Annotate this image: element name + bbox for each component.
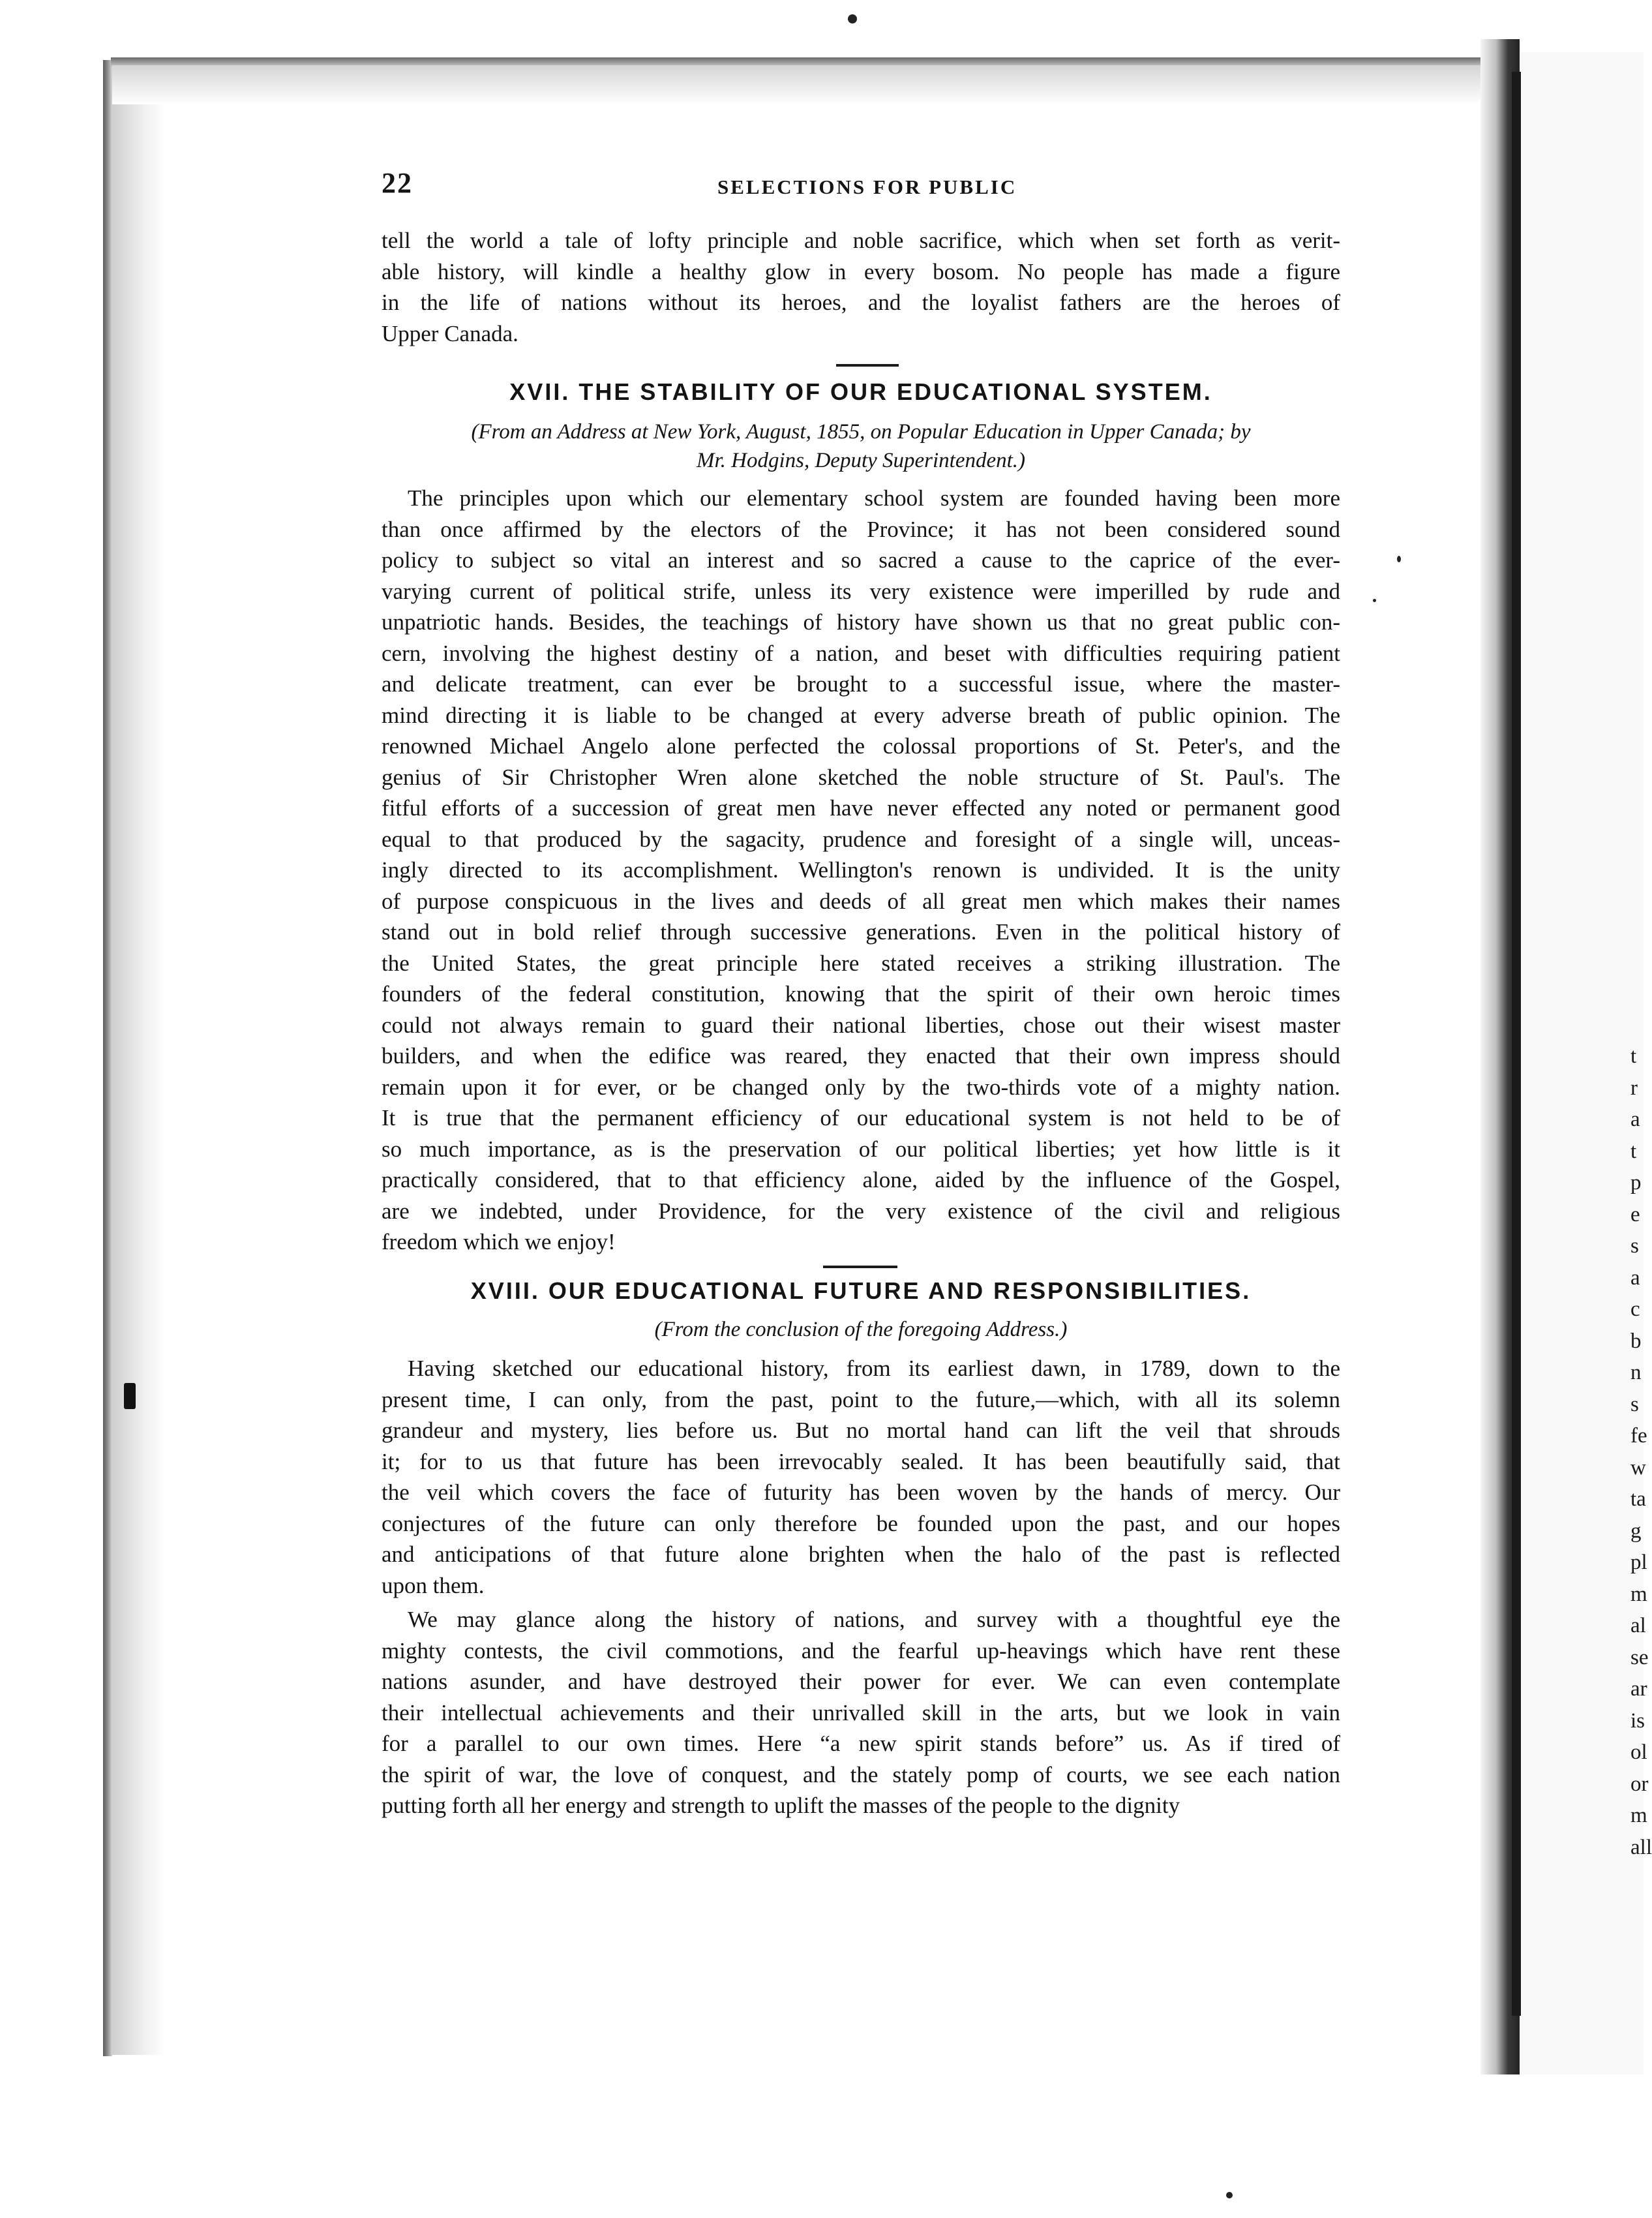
facing-fragment: ar [1630, 1677, 1647, 1701]
text-line: tell the world a tale of lofty principle and noble sacrifice, which when set forth as verit- [382, 228, 1340, 253]
text-line: founders of the federal constitution, knowing that the spirit of their own heroic times [382, 981, 1340, 1007]
text-line: their intellectual achievements and their unrivalled skill in the arts, but we look in vain [382, 1699, 1340, 1725]
facing-fragment: a [1630, 1266, 1640, 1290]
gutter-shadow [1512, 72, 1521, 2016]
facing-page-fragments [1630, 1041, 1652, 1863]
text-line: and delicate treatment, can ever be brought to a successful issue, where the master- [382, 671, 1340, 697]
facing-fragment: or [1630, 1772, 1649, 1796]
running-head [382, 166, 1340, 205]
text-line: grandeur and mystery, lies before us. But no mortal hand can lift the veil that shrouds [382, 1418, 1340, 1443]
facing-fragment: e [1630, 1202, 1640, 1226]
text-line: in the life of nations without its heroes, and the loyalist fathers are the heroes of [382, 290, 1340, 315]
intro-paragraph [382, 225, 1340, 349]
text-line: the spirit of war, the love of conquest, and the stately pomp of courts, we see each nation [382, 1761, 1340, 1787]
facing-fragment: all [1630, 1835, 1652, 1859]
scan-speck [1397, 556, 1401, 562]
facing-fragment: g [1630, 1519, 1642, 1543]
facing-fragment: w [1630, 1455, 1646, 1480]
text-line: able history, will kindle a healthy glow in every bosom. No people has made a figure [382, 258, 1340, 284]
text-line: it; for to us that future has been irrevocably sealed. It has been beautifully said, that [382, 1448, 1340, 1474]
text-line: than once affirmed by the electors of the Province; it has not been considered sound [382, 516, 1340, 542]
section-xviii-paragraph-1 [382, 1353, 1340, 1601]
facing-fragment: a [1630, 1108, 1640, 1131]
page-shadow-left [112, 65, 164, 2055]
source-line: Mr. Hodgins, Deputy Superintendent.) [696, 449, 1026, 472]
text-line: genius of Sir Christopher Wren alone sketched the noble structure of St. Paul's. The [382, 764, 1340, 790]
facing-fragment: se [1630, 1645, 1649, 1669]
text-line: cern, involving the highest destiny of a nation, and beset with difficulties requiring patient [382, 640, 1340, 666]
section-divider [836, 364, 899, 367]
text-line: the veil which covers the face of futurity has been woven by the hands of mercy. Our [382, 1480, 1340, 1505]
section-divider [823, 1266, 897, 1268]
facing-fragment: fe [1630, 1424, 1647, 1448]
text-line: renowned Michael Angelo alone perfected the colossal proportions of St. Peter's, and the [382, 733, 1340, 759]
text-line: Upper Canada. [382, 320, 518, 346]
text-line: freedom which we enjoy! [382, 1229, 616, 1254]
text-line: practically considered, that to that efficiency alone, aided by the influence of the Gospel, [382, 1167, 1340, 1193]
scan-speck [1373, 599, 1376, 602]
facing-fragment: p [1630, 1171, 1642, 1194]
facing-page [1521, 52, 1644, 2074]
text-line: and anticipations of that future alone brighten when the halo of the past is reflected [382, 1542, 1340, 1567]
facing-fragment: pl [1630, 1551, 1647, 1574]
text-line: for a parallel to our own times. Here “a new spirit stands before” us. As if tired of [382, 1731, 1340, 1756]
text-line: remain upon it for ever, or be changed only by the two-thirds vote of a mighty nation. [382, 1074, 1340, 1100]
facing-fragment: al [1630, 1614, 1646, 1637]
facing-fragment: ol [1630, 1740, 1647, 1764]
binding-mark [124, 1383, 136, 1409]
facing-fragment: s [1630, 1392, 1639, 1416]
running-title: SELECTIONS FOR PUBLIC [717, 175, 1017, 198]
facing-fragment: b [1630, 1329, 1642, 1353]
text-line: are we indebted, under Providence, for the very existence of the civil and religious [382, 1198, 1340, 1224]
facing-fragment: t [1630, 1139, 1637, 1163]
text-line: varying current of political strife, unless its very existence were imperilled by rude and [382, 578, 1340, 604]
text-line: nations asunder, and have destroyed their power for ever. We can even contemplate [382, 1669, 1340, 1694]
text-line: mind directing it is liable to be changed at every adverse breath of public opinion. The [382, 702, 1340, 728]
facing-fragment: n [1630, 1361, 1642, 1384]
facing-fragment: s [1630, 1234, 1639, 1258]
facing-fragment: ta [1630, 1487, 1646, 1511]
text-line: The principles upon which our elementary school system are founded having been more [408, 485, 1340, 511]
text-line: could not always remain to guard their national liberties, chose out their wisest master [382, 1012, 1340, 1038]
source-line: (From an Address at New York, August, 1855, on Popular Education in Upper Canada; by [471, 420, 1251, 444]
section-xviii-paragraph-2 [382, 1604, 1340, 1821]
text-line: putting forth all her energy and strength to uplift the masses of the people to the dignity [382, 1793, 1180, 1818]
text-line: stand out in bold relief through successive generations. Even in the political history of [382, 919, 1340, 945]
scan-speck [1226, 2192, 1233, 2198]
text-line: equal to that produced by the sagacity, prudence and foresight of a single will, unceas- [382, 826, 1340, 852]
page-shadow-top [112, 65, 1508, 104]
text-line: Having sketched our educational history, from its earliest dawn, in 1789, down to the [408, 1356, 1340, 1381]
facing-fragment: r [1630, 1076, 1638, 1100]
facing-fragment: m [1630, 1582, 1647, 1606]
source-note-xviii: (From the conclusion of the foregoing Address.) [654, 1318, 1068, 1341]
scan-speck [848, 14, 857, 23]
text-line: unpatriotic hands. Besides, the teachings of history have shown us that no great public con- [382, 609, 1340, 635]
text-line: It is true that the permanent efficiency of our educational system is not held to be of [382, 1105, 1340, 1131]
section-heading-xviii: XVIII. OUR EDUCATIONAL FUTURE AND RESPONSIBILITIES. [470, 1277, 1252, 1304]
text-line: policy to subject so vital an interest and so sacred a cause to the caprice of the ever- [382, 547, 1340, 573]
text-line: ingly directed to its accomplishment. Wellington's renown is undivided. It is the unity [382, 857, 1340, 883]
text-line: builders, and when the edifice was reared, they enacted that their own impress should [382, 1043, 1340, 1069]
text-line: of purpose conspicuous in the lives and deeds of all great men which makes their names [382, 888, 1340, 914]
facing-fragment: is [1630, 1709, 1645, 1733]
text-line: conjectures of the future can only therefore be founded upon the past, and our hopes [382, 1510, 1340, 1536]
text-line: upon them. [382, 1572, 485, 1598]
text-line: present time, I can only, from the past, point to the future,—which, with all its solemn [382, 1386, 1340, 1412]
section-heading-xvii: XVII. THE STABILITY OF OUR EDUCATIONAL SYSTEM. [509, 378, 1212, 405]
text-line: the United States, the great principle here stated receives a striking illustration. The [382, 950, 1340, 976]
text-line: We may glance along the history of nations, and survey with a thoughtful eye the [408, 1607, 1340, 1632]
text-line: mighty contests, the civil commotions, and the fearful up-heavings which have rent these [382, 1637, 1340, 1664]
page-edge-left [103, 60, 112, 2056]
text-line: fitful efforts of a succession of great men have never effected any noted or permanent good [382, 795, 1340, 821]
facing-fragment: c [1630, 1298, 1640, 1321]
source-note-xvii [382, 418, 1340, 475]
text-line: so much importance, as is the preservation of our political liberties; yet how little is it [382, 1136, 1340, 1162]
page-number: 22 [382, 167, 413, 199]
section-xvii-body [382, 483, 1340, 1258]
facing-fragment: t [1630, 1044, 1637, 1068]
facing-fragment: m [1630, 1804, 1647, 1827]
scan-background [0, 0, 111, 2218]
